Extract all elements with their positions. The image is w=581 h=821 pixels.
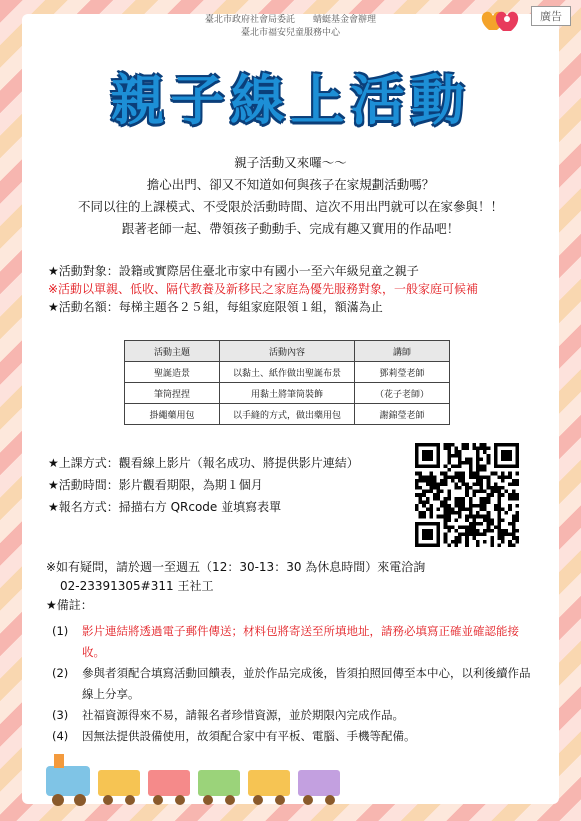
table-cell: 謝錦瑩老師 — [355, 404, 450, 425]
table-header: 講師 — [355, 341, 450, 362]
priority-note: ※活動以單親、低收、隔代教養及新移民之家庭為優先服務對象，一般家庭可候補 — [48, 282, 479, 296]
intro-line: 不同以往的上課模式、不受限於活動時間、這次不用出門就可以在家參與！！ — [77, 199, 503, 214]
schedule-table — [124, 340, 450, 425]
notes-title: ★備註： — [46, 598, 93, 612]
activity-info — [48, 262, 548, 316]
intro-line: 擔心出門、卻又不知道如何與孩子在家規劃活動嗎？ — [146, 177, 435, 192]
activity-quota: ★活動名額：每梯主題各２５組，每組家庭限領１組，額滿為止 — [48, 300, 383, 314]
table-cell: 筆筒捏捏 — [125, 383, 220, 404]
note-number: (2) — [52, 666, 69, 680]
table-header: 活動主題 — [125, 341, 220, 362]
note-text: 參與者須配合填寫活動回饋表，並於作品完成後，皆須拍照回傳至本中心，以利後續作品線上分享。 — [82, 666, 531, 701]
table-header-row — [125, 341, 450, 362]
contact-phone: 02-23391305#311 王社工 — [60, 579, 214, 593]
contact-info — [46, 558, 425, 615]
table-cell: 以手縫的方式，做出藥用包 — [220, 404, 355, 425]
qr-code-icon[interactable] — [415, 443, 519, 547]
ad-button[interactable]: 廣告 — [531, 6, 571, 26]
table-header: 活動內容 — [220, 341, 355, 362]
note-item — [52, 663, 537, 705]
table-cell: （花子老師） — [355, 383, 450, 404]
table-row — [125, 362, 450, 383]
course-signup: ★報名方式：掃描右方 QRcode 並填寫表單 — [48, 500, 282, 514]
intro-line: 親子活動又來囉～～ — [234, 155, 347, 170]
intro-text — [0, 152, 581, 240]
note-item — [52, 726, 537, 747]
intro-line: 跟著老師一起、帶領孩子動動手、完成有趣又實用的作品吧！ — [121, 221, 460, 236]
note-item — [52, 705, 537, 726]
note-text: 社福資源得來不易，請報名者珍惜資源，並於期限內完成作品。 — [82, 708, 404, 722]
course-info — [48, 452, 359, 518]
activity-target: ★活動對象：設籍或實際居住臺北市家中有國小一至六年級兒童之親子 — [48, 264, 419, 278]
notes-list — [52, 621, 537, 747]
table-row — [125, 404, 450, 425]
table-cell: 聖誕造景 — [125, 362, 220, 383]
toy-train-icon — [40, 752, 370, 808]
table-cell: 以黏土、紙作做出聖誕布景 — [220, 362, 355, 383]
table-cell: 用黏土將筆筒裝飾 — [220, 383, 355, 404]
organizer-line-2: 臺北市福安兒童服務中心 — [240, 28, 340, 38]
table-cell: 掛繩藥用包 — [125, 404, 220, 425]
table-row — [125, 383, 450, 404]
note-text: 因無法提供設備使用，故須配合家中有平板、電腦、手機等配備。 — [82, 729, 416, 743]
table-cell: 鄧莉瑩老師 — [355, 362, 450, 383]
page-title: 親子線上活動 — [110, 69, 471, 132]
note-text: 影片連結將透過電子郵件傳送；材料包將寄送至所填地址，請務必填寫正確並確認能接收。 — [82, 624, 519, 659]
course-time: ★活動時間：影片觀看期限，為期１個月 — [48, 478, 263, 492]
note-number: (3) — [52, 708, 69, 722]
note-item — [52, 621, 537, 663]
heart-logo-icon — [478, 6, 524, 34]
note-number: (1) — [52, 624, 69, 638]
contact-note: ※如有疑問，請於週一至週五（12：30-13：30 為休息時間）來電洽詢 — [46, 560, 426, 574]
note-number: (4) — [52, 729, 69, 743]
organizer-line-1: 臺北市政府社會局委託 蜻蜓基金會辦理 — [204, 15, 376, 25]
course-method: ★上課方式：觀看線上影片（報名成功、將提供影片連結） — [48, 456, 359, 470]
